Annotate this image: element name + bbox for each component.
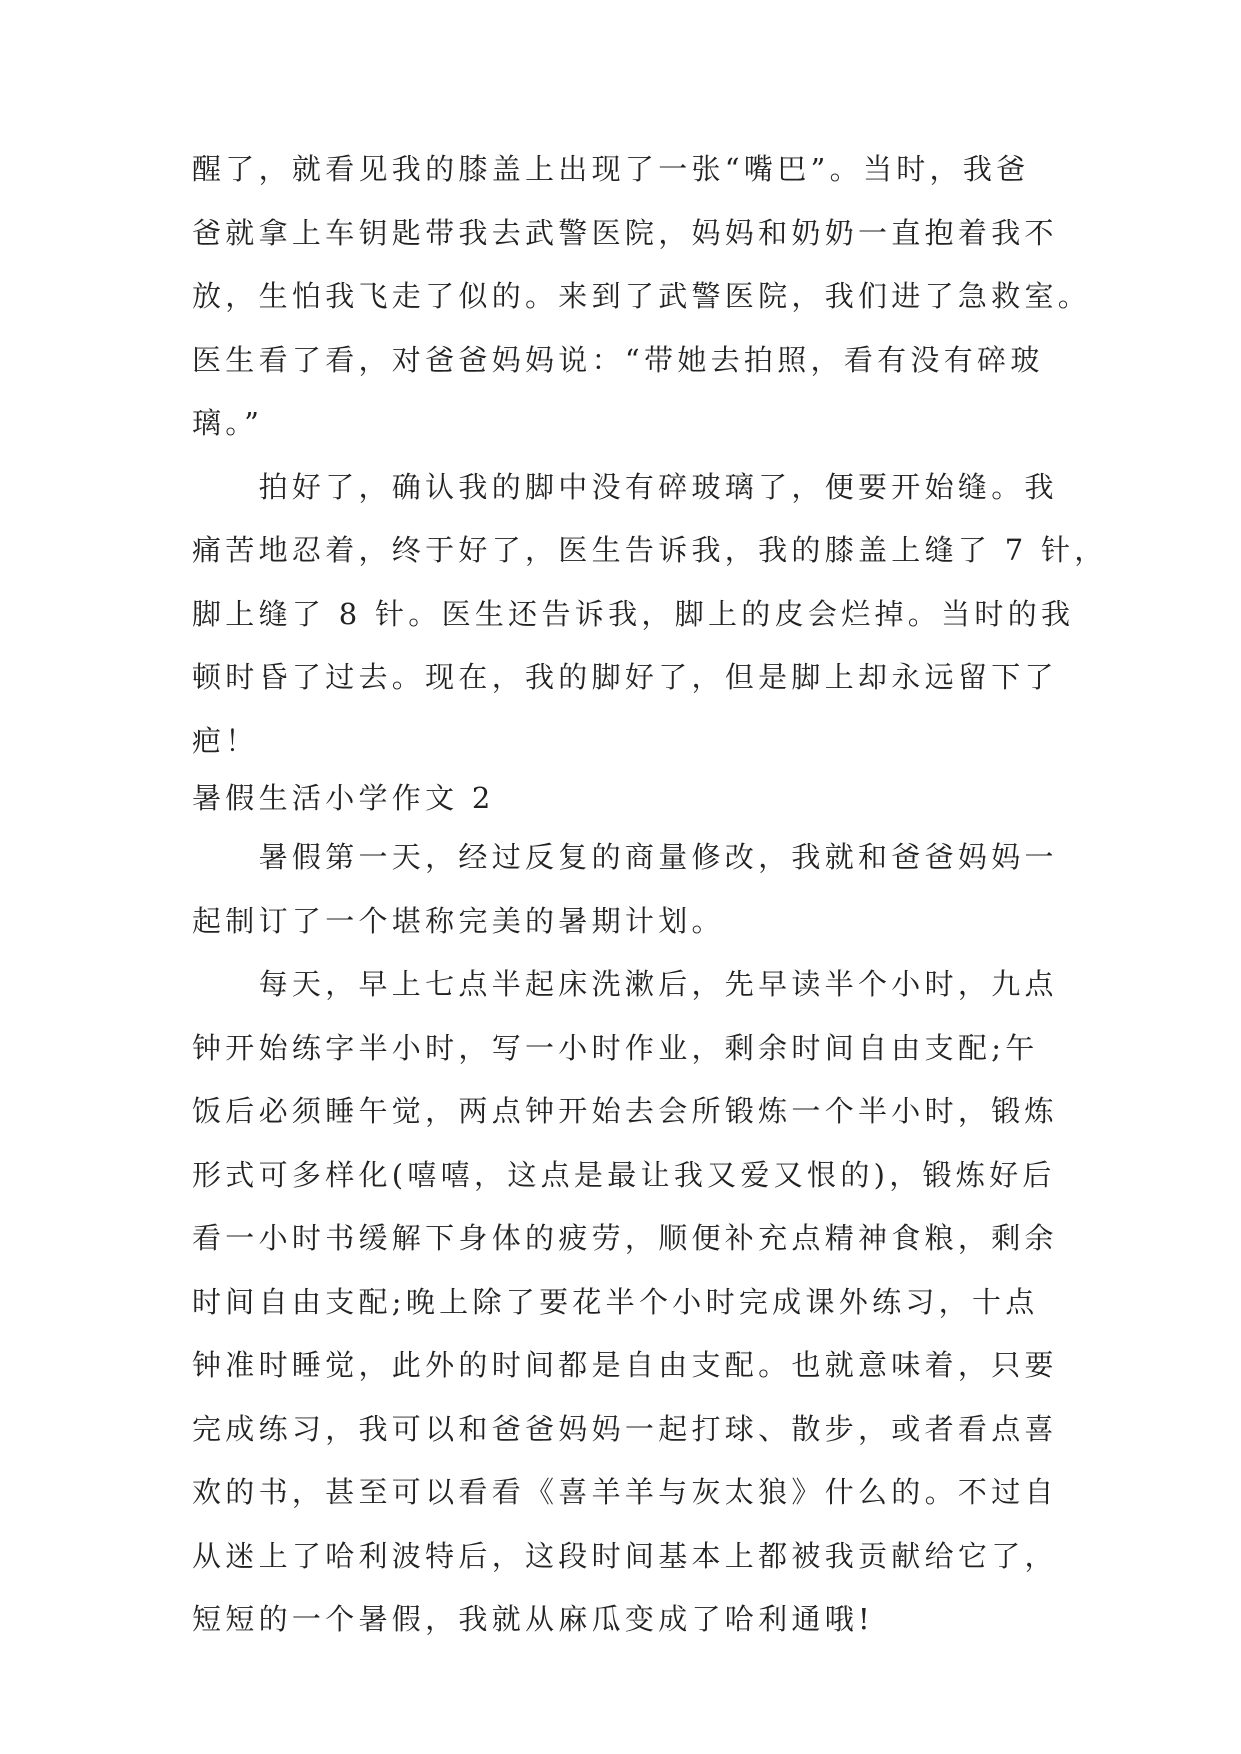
paragraph-4 (192, 953, 1062, 1652)
text-line: 拍好了，确认我的脚中没有碎玻璃了，便要开始缝。我 (192, 469, 1058, 504)
heading-text: 暑假生活小学作文 2 (192, 781, 495, 815)
text-line: 暑假第一天，经过反复的商量修改，我就和爸爸妈妈一 (192, 840, 1058, 874)
text-line: 起制订了一个堪称完美的暑期计划。 (192, 903, 725, 938)
paragraph-1 (192, 138, 1092, 456)
paragraph-3 (192, 826, 1062, 953)
text-line: 痛苦地忍着，终于好了，医生告诉我，我的膝盖上缝了 7 针， (192, 533, 1108, 567)
text-line: 每天，早上七点半起床洗漱后，先早读半个小时，九点 (192, 967, 1058, 1001)
text-line: 从迷上了哈利波特后，这段时间基本上都被我贡献给它了， (192, 1538, 1058, 1573)
text-line: 短短的一个暑假，我就从麻瓜变成了哈利通哦! (192, 1602, 874, 1636)
text-line: 钟开始练字半小时，写一小时作业，剩余时间自由支配;午 (192, 1030, 1039, 1065)
text-line: 顿时昏了过去。现在，我的脚好了，但是脚上却永远留下了 (192, 660, 1058, 694)
text-line: 形式可多样化(嘻嘻，这点是最让我又爱又恨的)，锻炼好后 (192, 1157, 1056, 1192)
text-line: 璃。” (192, 406, 264, 440)
text-line: 放，生怕我飞走了似的。来到了武警医院，我们进了急救室。 (192, 279, 1092, 313)
essay-heading (192, 771, 1062, 826)
text-line: 欢的书，甚至可以看看《喜羊羊与灰太狼》什么的。不过自 (192, 1475, 1058, 1509)
text-line: 钟准时睡觉，此外的时间都是自由支配。也就意味着，只要 (192, 1348, 1058, 1382)
text-line: 医生看了看，对爸爸妈妈说：“带她去拍照，看有没有碎玻 (192, 342, 1044, 377)
text-line: 完成练习，我可以和爸爸妈妈一起打球、散步，或者看点喜 (192, 1411, 1058, 1446)
text-line: 爸就拿上车钥匙带我去武警医院，妈妈和奶奶一直抱着我不 (192, 215, 1058, 250)
text-line: 看一小时书缓解下身体的疲劳，顺便补充点精神食粮，剩余 (192, 1221, 1058, 1255)
document-page (192, 138, 1108, 1652)
text-line: 疤！ (192, 723, 259, 758)
text-line: 醒了，就看见我的膝盖上出现了一张“嘴巴”。当时，我爸 (192, 152, 1030, 186)
text-line: 饭后必须睡午觉，两点钟开始去会所锻炼一个半小时，锻炼 (192, 1094, 1058, 1128)
text-line: 脚上缝了 8 针。医生还告诉我，脚上的皮会烂掉。当时的我 (192, 596, 1075, 631)
text-line: 时间自由支配;晚上除了要花半个小时完成课外练习，十点 (192, 1284, 1039, 1319)
paragraph-2 (192, 456, 1108, 774)
